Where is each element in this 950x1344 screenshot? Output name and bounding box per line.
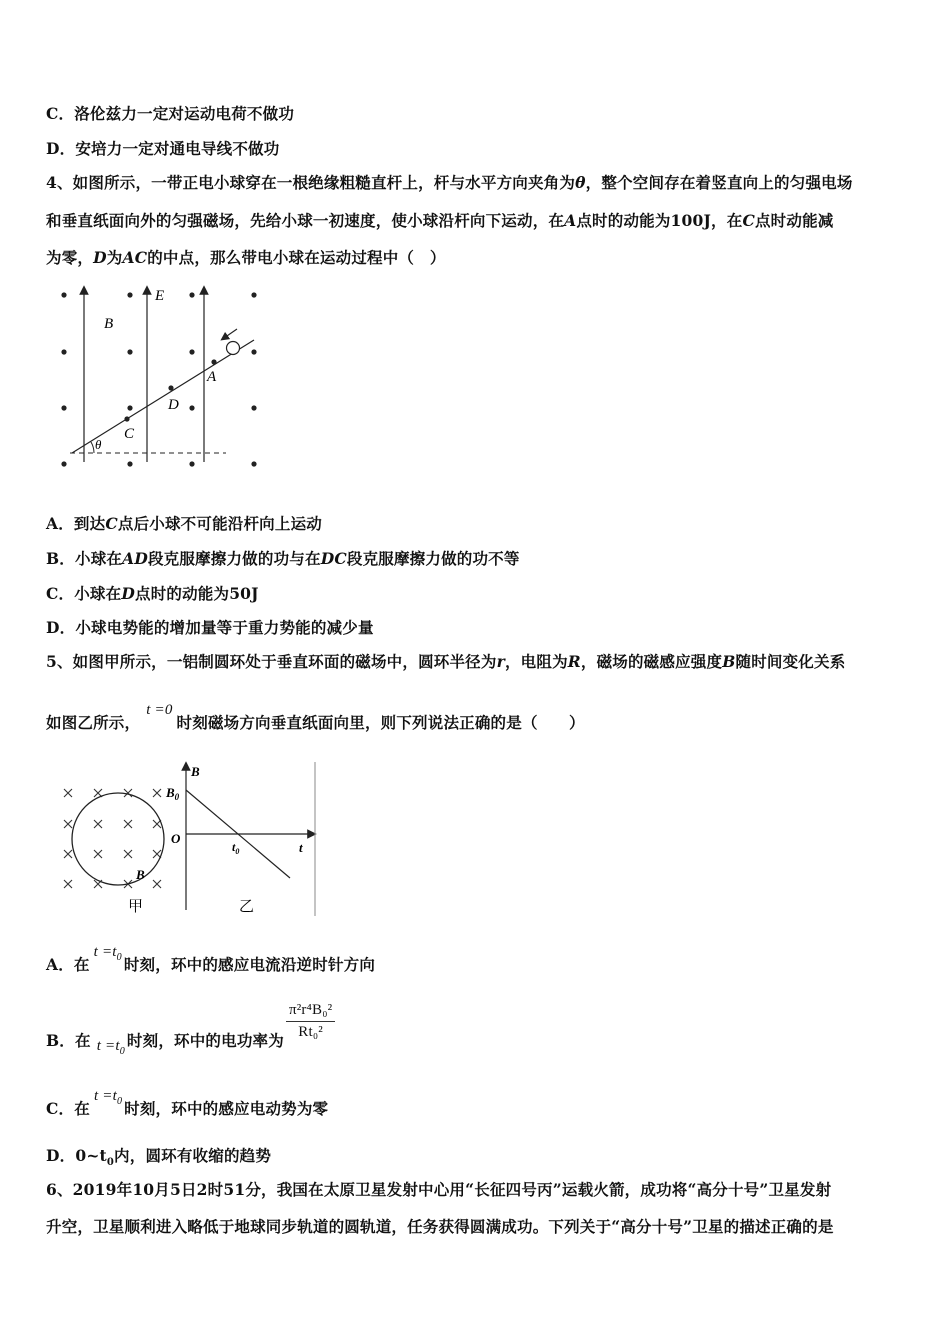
q4-stem-line2: 和垂直纸面向外的匀强磁场，先给小球一初速度，使小球沿杆向下运动，在A点时的动能为100J，在C点时动能减 [46, 211, 834, 230]
q5-option-c[interactable]: C．在$t =t_0$ 时刻，环中的感应电动势为零 [46, 1088, 329, 1118]
q5-option-d[interactable]: D．$0\sim t_0$内，圆环有收缩的趋势 [46, 1146, 272, 1169]
axis-label-b: B [191, 764, 200, 779]
point-c [124, 416, 129, 421]
q4-option-b[interactable]: B．小球在AD段克服摩擦力做的功与在DC段克服摩擦力做的功不等 [46, 549, 520, 568]
label-theta: θ [95, 437, 102, 452]
q4-stem-line3: 为零，D为AC的中点，那么带电小球在运动过程中（ ） [46, 248, 446, 267]
field-dots [61, 292, 256, 466]
ring-label-b: B [136, 867, 145, 882]
label-jia: 甲 [128, 899, 144, 915]
label-e: E [155, 288, 165, 304]
aluminum-ring [72, 793, 164, 885]
ball [227, 342, 240, 355]
t-equals-zero: t =0 [146, 702, 173, 718]
q4-option-c[interactable]: C．小球在D点时的动能为50J [46, 584, 259, 603]
field-crosses [64, 789, 161, 888]
q4-stem-line1: 4、如图所示，一带正电小球穿在一根绝缘粗糙直杆上，杆与水平方向夹角为θ，整个空间存在着竖直向上的匀强电场 [46, 173, 853, 192]
q4-option-d[interactable]: D．小球电势能的增加量等于重力势能的减少量 [46, 618, 374, 637]
q5-stem-line1: 5、如图甲所示，一铝制圆环处于垂直环面的磁场中，圆环半径为r，电阻为R，磁场的磁感应强度B随时间变化关系 [46, 652, 846, 671]
q4-figure [54, 282, 274, 477]
label-c: C [124, 426, 135, 442]
t-equals-t0: $t =t_0$ [93, 1088, 123, 1107]
q4-option-a[interactable]: A．到达C点后小球不可能沿杆向上运动 [46, 514, 322, 533]
label-a: A [207, 369, 217, 385]
label-t0: $t_0$ [232, 840, 240, 856]
q6-stem-line1: 6、2019年10月5日2时51分，我国在太原卫星发射中心用“长征四号丙”运载火箭，成功将“高分十号”卫星发射 [46, 1180, 832, 1199]
point-a [211, 359, 216, 364]
q5-option-a[interactable]: A．在$t =t_0$ 时刻，环中的感应电流沿逆时针方向 [46, 944, 376, 974]
label-yi: 乙 [239, 899, 255, 915]
q5-stem-line2: 如图乙所示，t =0时刻磁场方向垂直纸面向里，则下列说法正确的是（ ） [46, 702, 585, 732]
q5-option-b[interactable]: B．在 $t =t_0$时刻，环中的电功率为 $\frac{\text{π²r⁴B₀²}}{\text{Rt₀²}}$ [46, 1002, 337, 1041]
label-origin: O [171, 831, 181, 846]
velocity-arrow [224, 329, 237, 338]
label-d: D [168, 397, 179, 413]
theta-arc [91, 442, 94, 453]
axis-label-t: t [299, 840, 303, 855]
label-b: B [104, 316, 114, 332]
prev-option-c: C．洛伦兹力一定对运动电荷不做功 [46, 104, 295, 123]
power-fraction: $\frac{\text{π²r⁴B₀²}}{\text{Rt₀²}}$ [286, 1002, 335, 1041]
label-b0: $B_0$ [166, 785, 180, 802]
point-d [168, 385, 173, 390]
t-equals-t0: $t =t_0$ [93, 944, 122, 963]
prev-option-d: D．安培力一定对通电导线不做功 [46, 139, 280, 158]
t-equals-t0: $t =t_0$ [96, 1037, 125, 1057]
q6-stem-line2: 升空，卫星顺利进入略低于地球同步轨道的圆轨道，任务获得圆满成功。下列关于“高分十号”卫星的描述正确的是 [46, 1217, 834, 1236]
q5-figure [56, 760, 326, 920]
